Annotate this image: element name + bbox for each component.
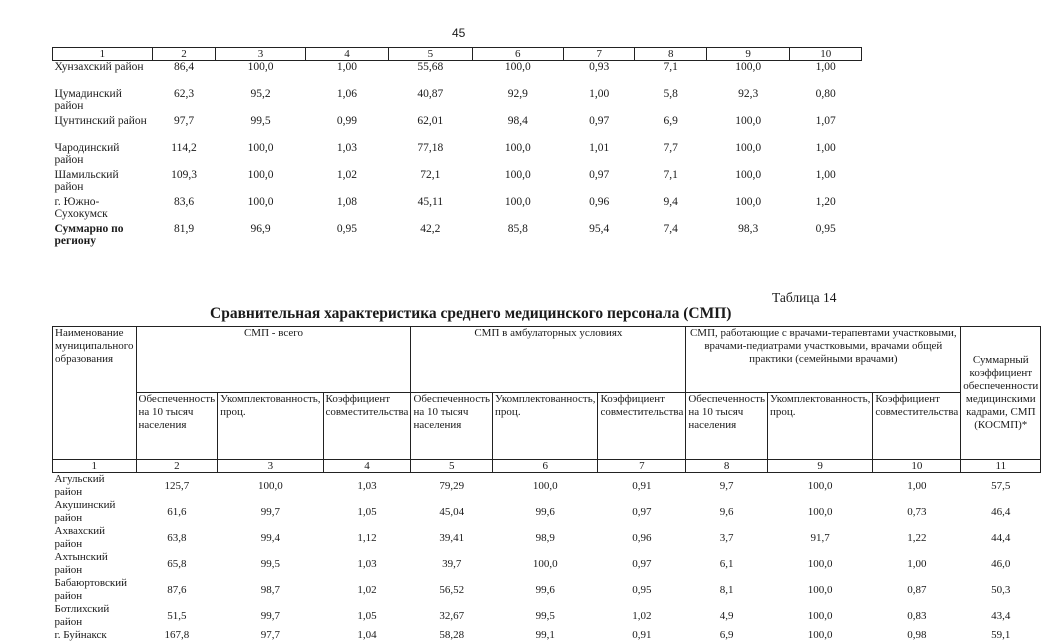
cell-value: 100,0 [218, 473, 323, 500]
cell-value: 92,3 [706, 88, 789, 115]
header-cell: 6 [493, 460, 598, 473]
cell-value: 1,00 [790, 61, 862, 89]
cell-value: 86,4 [152, 61, 216, 89]
cell-value: 55,68 [389, 61, 472, 89]
cell-value: 99,4 [218, 525, 323, 551]
cell-value: 98,4 [472, 115, 563, 142]
cell-value: 62,3 [152, 88, 216, 115]
cell-value: 99,5 [218, 551, 323, 577]
header-staffing: Укомплектованность, проц. [218, 393, 323, 460]
cell-value: 7,7 [635, 142, 706, 169]
header-cell: 3 [216, 48, 305, 61]
cell-value: 0,73 [873, 499, 961, 525]
cell-value: 0,80 [790, 88, 862, 115]
header-cell: 3 [218, 460, 323, 473]
row-label: Цунтинский район [53, 115, 153, 142]
header-cell: 4 [305, 48, 388, 61]
row-label: Шамильский район [53, 169, 153, 196]
header-cell: 1 [53, 48, 153, 61]
cell-value: 87,6 [136, 577, 218, 603]
header-coefficient: Коэффициент совместительства [873, 393, 961, 460]
table-row [53, 196, 862, 223]
cell-value: 32,67 [411, 603, 493, 629]
header-cell: 7 [563, 48, 635, 61]
table-row [53, 577, 1041, 603]
cell-value: 0,96 [563, 196, 635, 223]
table-title: Сравнительная характеристика среднего медицинского персонала (СМП) [210, 305, 731, 323]
row-label: Бабаюртовский район [53, 577, 137, 603]
cell-value: 99,6 [493, 577, 598, 603]
cell-value: 1,03 [323, 473, 411, 500]
cell-value: 6,9 [635, 115, 706, 142]
cell-value: 85,8 [472, 223, 563, 250]
table-row [53, 629, 1041, 642]
row-label: Ахвахский район [53, 525, 137, 551]
cell-value: 0,91 [598, 473, 686, 500]
row-label: Хунзахский район [53, 61, 153, 89]
table-row [53, 88, 862, 115]
cell-value: 97,7 [218, 629, 323, 642]
continuation-table-body [53, 61, 862, 251]
cell-value: 100,0 [767, 603, 872, 629]
header-kosmp: Суммарный коэффициент обеспеченности медицинскими кадрами, СМП (КОСМП)* [961, 327, 1041, 460]
table-row [53, 115, 862, 142]
cell-value: 61,6 [136, 499, 218, 525]
cell-value: 1,04 [323, 629, 411, 642]
cell-value: 100,0 [472, 196, 563, 223]
cell-value: 0,97 [563, 169, 635, 196]
cell-value: 46,4 [961, 499, 1041, 525]
cell-value: 100,0 [493, 551, 598, 577]
cell-value: 58,28 [411, 629, 493, 642]
cell-value: 167,8 [136, 629, 218, 642]
cell-value: 1,06 [305, 88, 388, 115]
smp-table [52, 326, 1041, 642]
cell-value: 1,07 [790, 115, 862, 142]
cell-value: 1,02 [323, 577, 411, 603]
cell-value: 0,97 [598, 499, 686, 525]
cell-value: 100,0 [706, 142, 789, 169]
cell-value: 98,9 [493, 525, 598, 551]
cell-value: 1,12 [323, 525, 411, 551]
cell-value: 100,0 [472, 142, 563, 169]
cell-value: 50,3 [961, 577, 1041, 603]
cell-value: 96,9 [216, 223, 305, 250]
header-cell: 5 [389, 48, 472, 61]
table-row [53, 499, 1041, 525]
header-cell: 10 [873, 460, 961, 473]
cell-value: 42,2 [389, 223, 472, 250]
cell-value: 1,00 [790, 142, 862, 169]
cell-value: 63,8 [136, 525, 218, 551]
cell-value: 9,7 [686, 473, 768, 500]
cell-value: 95,2 [216, 88, 305, 115]
cell-value: 100,0 [706, 61, 789, 89]
cell-value: 1,05 [323, 603, 411, 629]
cell-value: 40,87 [389, 88, 472, 115]
cell-value: 39,41 [411, 525, 493, 551]
cell-value: 56,52 [411, 577, 493, 603]
header-coefficient: Коэффициент совместительства [598, 393, 686, 460]
cell-value: 0,96 [598, 525, 686, 551]
header-cell: 9 [706, 48, 789, 61]
row-label: г. Южно-Сухокумск [53, 196, 153, 223]
cell-value: 100,0 [767, 629, 872, 642]
row-label: Агульский район [53, 473, 137, 500]
header-smp-with-doctors: СМП, работающие с врачами-терапевтами участковыми, врачами-педиатрами участковыми, врачами общей практики (семейными врачами) [686, 327, 961, 393]
cell-value: 6,1 [686, 551, 768, 577]
table-header-numbers [53, 48, 862, 61]
cell-value: 98,3 [706, 223, 789, 250]
cell-value: 1,22 [873, 525, 961, 551]
table-row [53, 551, 1041, 577]
header-cell: 9 [767, 460, 872, 473]
cell-value: 1,03 [305, 142, 388, 169]
row-label: Суммарно по региону [53, 223, 153, 250]
header-staffing: Укомплектованность, проц. [493, 393, 598, 460]
header-cell: 2 [152, 48, 216, 61]
cell-value: 1,00 [563, 88, 635, 115]
cell-value: 100,0 [706, 169, 789, 196]
table-row [53, 525, 1041, 551]
cell-value: 91,7 [767, 525, 872, 551]
cell-value: 99,6 [493, 499, 598, 525]
header-cell: 1 [53, 460, 137, 473]
cell-value: 1,00 [305, 61, 388, 89]
header-cell: 10 [790, 48, 862, 61]
header-cell: 4 [323, 460, 411, 473]
cell-value: 100,0 [216, 142, 305, 169]
cell-value: 7,1 [635, 61, 706, 89]
cell-value: 92,9 [472, 88, 563, 115]
cell-value: 100,0 [706, 115, 789, 142]
header-cell: 11 [961, 460, 1041, 473]
cell-value: 45,04 [411, 499, 493, 525]
cell-value: 1,01 [563, 142, 635, 169]
table-row [53, 61, 862, 89]
cell-value: 9,6 [686, 499, 768, 525]
cell-value: 125,7 [136, 473, 218, 500]
cell-value: 81,9 [152, 223, 216, 250]
cell-value: 3,7 [686, 525, 768, 551]
cell-value: 99,1 [493, 629, 598, 642]
cell-value: 77,18 [389, 142, 472, 169]
cell-value: 72,1 [389, 169, 472, 196]
cell-value: 1,00 [873, 551, 961, 577]
cell-value: 43,4 [961, 603, 1041, 629]
cell-value: 65,8 [136, 551, 218, 577]
header-municipality: Наименование муниципального образования [53, 327, 137, 460]
cell-value: 99,7 [218, 499, 323, 525]
cell-value: 46,0 [961, 551, 1041, 577]
header-supply: Обеспеченность на 10 тысяч населения [411, 393, 493, 460]
cell-value: 98,7 [218, 577, 323, 603]
table-row [53, 169, 862, 196]
cell-value: 99,5 [216, 115, 305, 142]
table-label: Таблица 14 [772, 290, 837, 306]
cell-value: 57,5 [961, 473, 1041, 500]
cell-value: 100,0 [706, 196, 789, 223]
cell-value: 79,29 [411, 473, 493, 500]
cell-value: 4,9 [686, 603, 768, 629]
table-header-groups [53, 327, 1041, 393]
header-cell: 8 [686, 460, 768, 473]
cell-value: 59,1 [961, 629, 1041, 642]
header-smp-outpatient: СМП в амбулаторных условиях [411, 327, 686, 393]
header-staffing: Укомплектованность, проц. [767, 393, 872, 460]
cell-value: 1,08 [305, 196, 388, 223]
header-smp-total: СМП - всего [136, 327, 411, 393]
table-header-numbers [53, 460, 1041, 473]
cell-value: 7,1 [635, 169, 706, 196]
header-cell: 5 [411, 460, 493, 473]
cell-value: 1,05 [323, 499, 411, 525]
row-label: Цумадинский район [53, 88, 153, 115]
table-row [53, 473, 1041, 500]
cell-value: 99,7 [218, 603, 323, 629]
cell-value: 1,03 [323, 551, 411, 577]
cell-value: 62,01 [389, 115, 472, 142]
cell-value: 99,5 [493, 603, 598, 629]
cell-value: 0,87 [873, 577, 961, 603]
cell-value: 7,4 [635, 223, 706, 250]
cell-value: 100,0 [767, 577, 872, 603]
row-label: Чародинский район [53, 142, 153, 169]
header-cell: 8 [635, 48, 706, 61]
cell-value: 95,4 [563, 223, 635, 250]
row-label: Ботлихский район [53, 603, 137, 629]
table-header-subcolumns [53, 393, 1041, 460]
cell-value: 6,9 [686, 629, 768, 642]
cell-value: 100,0 [472, 169, 563, 196]
row-label: Ахтынский район [53, 551, 137, 577]
cell-value: 100,0 [216, 61, 305, 89]
header-coefficient: Коэффициент совместительства [323, 393, 411, 460]
table-row [53, 603, 1041, 629]
cell-value: 8,1 [686, 577, 768, 603]
cell-value: 100,0 [767, 499, 872, 525]
cell-value: 109,3 [152, 169, 216, 196]
cell-value: 97,7 [152, 115, 216, 142]
cell-value: 0,95 [790, 223, 862, 250]
cell-value: 1,20 [790, 196, 862, 223]
cell-value: 114,2 [152, 142, 216, 169]
cell-value: 100,0 [767, 473, 872, 500]
cell-value: 83,6 [152, 196, 216, 223]
cell-value: 100,0 [767, 551, 872, 577]
header-cell: 6 [472, 48, 563, 61]
cell-value: 0,98 [873, 629, 961, 642]
cell-value: 0,95 [305, 223, 388, 250]
cell-value: 0,91 [598, 629, 686, 642]
header-supply: Обеспеченность на 10 тысяч населения [136, 393, 218, 460]
cell-value: 100,0 [216, 196, 305, 223]
row-label: Акушинский район [53, 499, 137, 525]
cell-value: 0,83 [873, 603, 961, 629]
row-label: г. Буйнакск [53, 629, 137, 642]
header-supply: Обеспеченность на 10 тысяч населения [686, 393, 768, 460]
cell-value: 9,4 [635, 196, 706, 223]
continuation-table [52, 47, 862, 250]
cell-value: 0,99 [305, 115, 388, 142]
cell-value: 44,4 [961, 525, 1041, 551]
cell-value: 100,0 [216, 169, 305, 196]
table-row [53, 142, 862, 169]
header-cell: 2 [136, 460, 218, 473]
cell-value: 51,5 [136, 603, 218, 629]
cell-value: 100,0 [472, 61, 563, 89]
page-number: 45 [452, 26, 465, 40]
header-cell: 7 [598, 460, 686, 473]
cell-value: 0,97 [598, 551, 686, 577]
cell-value: 0,95 [598, 577, 686, 603]
cell-value: 1,02 [598, 603, 686, 629]
cell-value: 100,0 [493, 473, 598, 500]
cell-value: 1,02 [305, 169, 388, 196]
cell-value: 5,8 [635, 88, 706, 115]
cell-value: 39,7 [411, 551, 493, 577]
cell-value: 0,97 [563, 115, 635, 142]
cell-value: 1,00 [873, 473, 961, 500]
table-row [53, 223, 862, 250]
smp-table-body [53, 473, 1041, 642]
cell-value: 45,11 [389, 196, 472, 223]
cell-value: 1,00 [790, 169, 862, 196]
cell-value: 0,93 [563, 61, 635, 89]
